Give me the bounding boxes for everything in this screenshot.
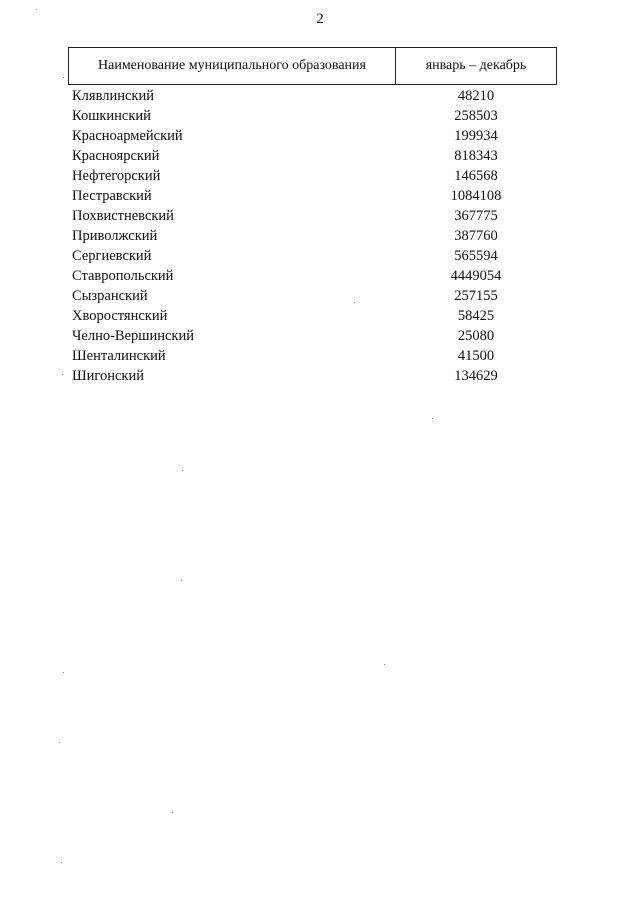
table-row [0, 146, 640, 166]
municipality-name: Ставропольский [72, 268, 174, 284]
municipality-name: Пестравский [72, 188, 152, 204]
table-row [0, 366, 640, 386]
period-value: 818343 [454, 148, 498, 164]
page-number: 2 [316, 11, 324, 27]
municipality-name: Красноярский [72, 148, 160, 164]
table-row [0, 166, 640, 186]
period-value: 565594 [454, 248, 498, 264]
table-row [0, 286, 640, 306]
table-row [0, 266, 640, 286]
table-row [0, 126, 640, 146]
municipality-name: Клявлинский [72, 88, 154, 104]
scan-speck [59, 742, 60, 743]
scan-speck [384, 664, 385, 665]
municipality-name: Шигонский [72, 368, 144, 384]
table-row [0, 326, 640, 346]
scan-speck [354, 302, 355, 303]
period-value: 25080 [457, 328, 495, 344]
period-value: 41500 [457, 348, 495, 364]
period-column-header: январь – декабрь [425, 58, 527, 73]
period-value: 48210 [457, 88, 495, 104]
period-value: 199934 [454, 128, 498, 144]
scan-speck [63, 672, 64, 673]
scan-speck [36, 9, 37, 10]
period-value: 257155 [454, 288, 498, 304]
table-row [0, 246, 640, 266]
table-row [0, 186, 640, 206]
table-row [0, 226, 640, 246]
municipality-name: Нефтегорский [72, 168, 161, 184]
municipality-name: Челно-Вершинский [72, 328, 194, 344]
scan-speck [62, 374, 63, 375]
scan-speck [172, 812, 173, 813]
scan-speck [181, 580, 182, 581]
scan-speck [182, 470, 183, 471]
scan-speck [63, 77, 64, 78]
municipality-name: Сергиевский [72, 248, 152, 264]
scan-speck [61, 862, 62, 863]
table-header [68, 47, 557, 85]
municipality-name: Сызранский [72, 288, 148, 304]
municipality-name: Приволжский [72, 228, 158, 244]
table-row [0, 306, 640, 326]
municipality-name: Кошкинский [72, 108, 151, 124]
period-value: 1084108 [450, 188, 502, 204]
period-value: 146568 [454, 168, 498, 184]
table-row [0, 106, 640, 126]
municipality-name: Красноармейский [72, 128, 183, 144]
table-body [0, 86, 640, 386]
scan-speck [432, 418, 433, 419]
period-value: 387760 [454, 228, 498, 244]
table-row [0, 346, 640, 366]
period-value: 258503 [454, 108, 498, 124]
table-row [0, 206, 640, 226]
period-value: 134629 [454, 368, 498, 384]
table-row [0, 86, 640, 106]
municipality-column-header: Наименование муниципального образования [69, 48, 396, 84]
municipality-name: Шенталинский [72, 348, 166, 364]
period-value: 367775 [454, 208, 498, 224]
municipality-name: Хворостянский [72, 308, 168, 324]
period-value: 4449054 [450, 268, 502, 284]
period-value: 58425 [457, 308, 495, 324]
municipality-name: Похвистневский [72, 208, 174, 224]
